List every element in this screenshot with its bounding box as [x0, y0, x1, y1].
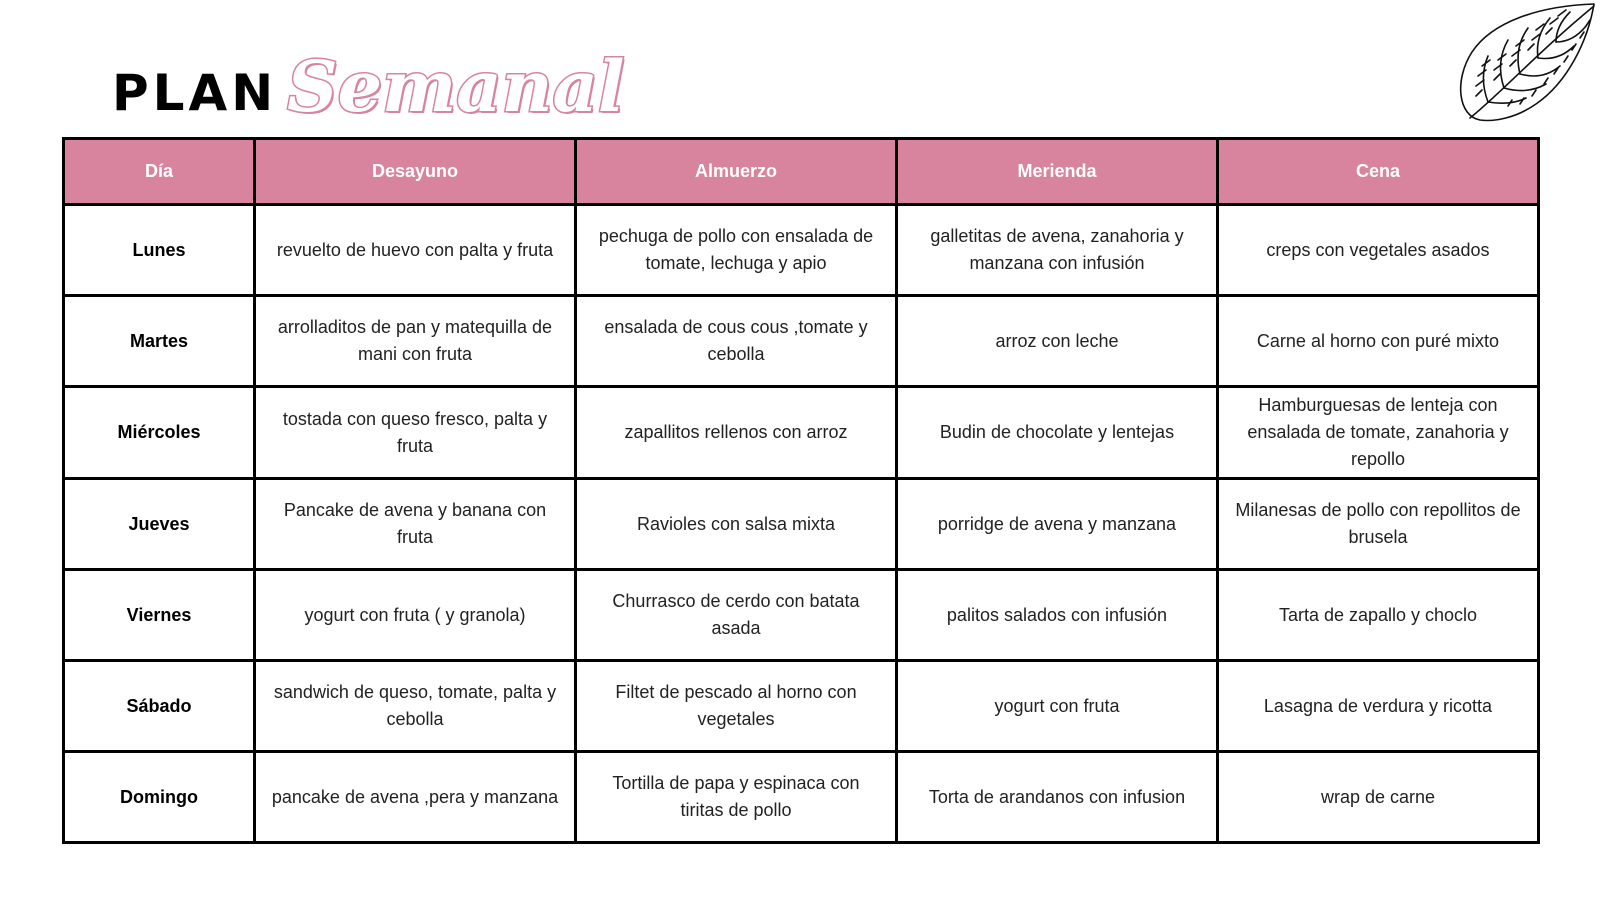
- merienda-cell: Budin de chocolate y lentejas: [897, 387, 1218, 479]
- table-row: [64, 752, 1539, 843]
- table-row: [64, 296, 1539, 387]
- merienda-cell: palitos salados con infusión: [897, 570, 1218, 661]
- header-cena: Cena: [1218, 139, 1539, 205]
- day-cell: Domingo: [64, 752, 255, 843]
- desayuno-cell: yogurt con fruta ( y granola): [255, 570, 576, 661]
- merienda-cell: yogurt con fruta: [897, 661, 1218, 752]
- header-merienda: Merienda: [897, 139, 1218, 205]
- almuerzo-cell: Filtet de pescado al horno con vegetales: [576, 661, 897, 752]
- merienda-cell: arroz con leche: [897, 296, 1218, 387]
- desayuno-cell: revuelto de huevo con palta y fruta: [255, 205, 576, 296]
- desayuno-cell: sandwich de queso, tomate, palta y cebolla: [255, 661, 576, 752]
- day-cell: Martes: [64, 296, 255, 387]
- day-cell: Jueves: [64, 479, 255, 570]
- table-row: [64, 205, 1539, 296]
- table-row: [64, 661, 1539, 752]
- desayuno-cell: tostada con queso fresco, palta y fruta: [255, 387, 576, 479]
- day-cell: Sábado: [64, 661, 255, 752]
- cena-cell: wrap de carne: [1218, 752, 1539, 843]
- almuerzo-cell: Churrasco de cerdo con batata asada: [576, 570, 897, 661]
- cena-cell: Lasagna de verdura y ricotta: [1218, 661, 1539, 752]
- table-row: [64, 479, 1539, 570]
- table-header-row: [64, 139, 1539, 205]
- table-row: [64, 387, 1539, 479]
- page-title: [112, 42, 625, 128]
- table-row: [64, 570, 1539, 661]
- title-semanal: Semanal: [287, 45, 625, 128]
- desayuno-cell: Pancake de avena y banana con fruta: [255, 479, 576, 570]
- cena-cell: creps con vegetales asados: [1218, 205, 1539, 296]
- leaf-icon: [1448, 0, 1600, 126]
- merienda-cell: galletitas de avena, zanahoria y manzana con infusión: [897, 205, 1218, 296]
- title-plan: PLAN: [112, 64, 278, 122]
- cena-cell: Milanesas de pollo con repollitos de brusela: [1218, 479, 1539, 570]
- day-cell: Viernes: [64, 570, 255, 661]
- almuerzo-cell: ensalada de cous cous ,tomate y cebolla: [576, 296, 897, 387]
- almuerzo-cell: Tortilla de papa y espinaca con tiritas de pollo: [576, 752, 897, 843]
- cena-cell: Tarta de zapallo y choclo: [1218, 570, 1539, 661]
- day-cell: Miércoles: [64, 387, 255, 479]
- day-cell: Lunes: [64, 205, 255, 296]
- cena-cell: Carne al horno con puré mixto: [1218, 296, 1539, 387]
- almuerzo-cell: Ravioles con salsa mixta: [576, 479, 897, 570]
- desayuno-cell: pancake de avena ,pera y manzana: [255, 752, 576, 843]
- merienda-cell: Torta de arandanos con infusion: [897, 752, 1218, 843]
- merienda-cell: porridge de avena y manzana: [897, 479, 1218, 570]
- header-dia: Día: [64, 139, 255, 205]
- meal-plan-table: [62, 137, 1540, 844]
- almuerzo-cell: zapallitos rellenos con arroz: [576, 387, 897, 479]
- almuerzo-cell: pechuga de pollo con ensalada de tomate, lechuga y apio: [576, 205, 897, 296]
- desayuno-cell: arrolladitos de pan y matequilla de mani con fruta: [255, 296, 576, 387]
- cena-cell: Hamburguesas de lenteja con ensalada de tomate, zanahoria y repollo: [1218, 387, 1539, 479]
- header-almuerzo: Almuerzo: [576, 139, 897, 205]
- header-desayuno: Desayuno: [255, 139, 576, 205]
